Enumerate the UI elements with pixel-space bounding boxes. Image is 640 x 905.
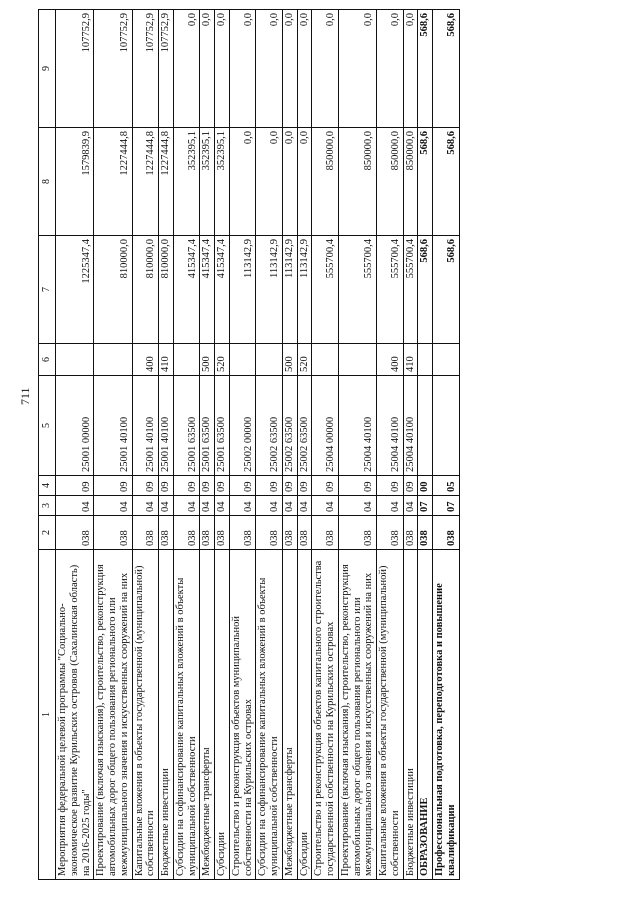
row-name-cell: Строительство и реконструкция объектов муниципальной собственности на Курильских островах [229,550,256,880]
table-row [433,10,460,880]
cell-c3: 04 [403,496,418,516]
cell-c4: 09 [338,476,376,496]
cell-c9: 107752,9 [56,10,94,128]
cell-c5: 25001 40100 [94,376,132,476]
cell-c8: 568,6 [418,128,433,236]
cell-c9: 0,0 [338,10,376,128]
table-row [94,10,132,880]
cell-c3: 04 [56,496,94,516]
cell-c5: 25001 63500 [173,376,200,476]
row-name-cell: Субсидии на софинансирование капитальных вложений в объекты муниципальной собственности [256,550,283,880]
cell-c3: 04 [173,496,200,516]
table-row [338,10,376,880]
cell-c4: 09 [297,476,312,496]
cell-c6: 520 [215,344,230,376]
cell-c9: 0,0 [229,10,256,128]
cell-c8: 1579839,9 [56,128,94,236]
table-header-row [39,10,56,880]
row-name-cell: ОБРАЗОВАНИЕ [418,550,433,880]
cell-c4: 00 [418,476,433,496]
cell-c6 [433,344,460,376]
table-row [256,10,283,880]
cell-c8: 0,0 [256,128,283,236]
cell-c2: 038 [297,516,312,550]
cell-c3: 04 [159,496,174,516]
row-name-cell: Субсидии на софинансирование капитальных вложений в объекты муниципальной собственности [173,550,200,880]
cell-c5 [418,376,433,476]
cell-c7: 113142,9 [229,236,256,344]
cell-c9: 568,6 [418,10,433,128]
cell-c7: 810000,0 [94,236,132,344]
cell-c5: 25004 40100 [338,376,376,476]
cell-c2: 038 [229,516,256,550]
cell-c9: 0,0 [215,10,230,128]
cell-c7: 555700,4 [312,236,339,344]
table-row [297,10,312,880]
table-row [56,10,94,880]
cell-c3: 04 [377,496,404,516]
row-name-cell: Строительство и реконструкция объектов капитального строительства государственной собственности на Курильских островах [312,550,339,880]
cell-c5: 25002 63500 [256,376,283,476]
table-row [377,10,404,880]
column-header: 3 [39,496,56,516]
cell-c8: 850000,0 [403,128,418,236]
column-header: 6 [39,344,56,376]
cell-c2: 038 [433,516,460,550]
cell-c5: 25004 40100 [403,376,418,476]
page-number: 711 [18,387,32,405]
cell-c9: 107752,9 [132,10,159,128]
cell-c7: 415347,4 [200,236,215,344]
table-row [403,10,418,880]
cell-c2: 038 [418,516,433,550]
cell-c6: 400 [132,344,159,376]
cell-c2: 038 [282,516,297,550]
cell-c9: 0,0 [377,10,404,128]
cell-c8: 850000,0 [338,128,376,236]
cell-c6 [94,344,132,376]
column-header: 8 [39,128,56,236]
cell-c9: 0,0 [282,10,297,128]
cell-c4: 09 [256,476,283,496]
column-header: 2 [39,516,56,550]
cell-c2: 038 [200,516,215,550]
cell-c7: 555700,4 [377,236,404,344]
cell-c3: 04 [338,496,376,516]
cell-c2: 038 [159,516,174,550]
cell-c8: 352395,1 [173,128,200,236]
row-name-cell: Проектирование (включая изыскания), строительство, реконструкция автомобильных дорог общего пользования регионального или межмуниципального значения и искусственных сооружений на них [338,550,376,880]
cell-c7: 113142,9 [256,236,283,344]
cell-c4: 09 [403,476,418,496]
row-name-cell: Капитальные вложения в объекты государственной (муниципальной) собственности [132,550,159,880]
cell-c7: 113142,9 [297,236,312,344]
cell-c4: 09 [200,476,215,496]
cell-c6 [312,344,339,376]
cell-c9: 0,0 [173,10,200,128]
cell-c7: 415347,4 [215,236,230,344]
table-row [312,10,339,880]
row-name-cell: Профессиональная подготовка, переподготовка и повышение квалификации [433,550,460,880]
cell-c4: 09 [377,476,404,496]
cell-c5: 25001 40100 [132,376,159,476]
cell-c4: 09 [94,476,132,496]
cell-c8: 850000,0 [312,128,339,236]
row-name-cell: Капитальные вложения в объекты государственной (муниципальной) собственности [377,550,404,880]
cell-c9: 0,0 [256,10,283,128]
cell-c8: 568,6 [433,128,460,236]
row-name-cell: Проектирование (включая изыскания), строительство, реконструкция автомобильных дорог общего пользования регионального или межмуниципального значения и искусственных сооружений на них [94,550,132,880]
row-name-cell: Бюджетные инвестиции [403,550,418,880]
cell-c9: 0,0 [297,10,312,128]
cell-c4: 09 [229,476,256,496]
cell-c4: 09 [215,476,230,496]
cell-c6: 500 [282,344,297,376]
cell-c2: 038 [56,516,94,550]
cell-c2: 038 [338,516,376,550]
cell-c6 [56,344,94,376]
cell-c5: 25001 63500 [215,376,230,476]
row-name-cell: Мероприятия федеральной целевой программы "Социально-экономическое развитие Курильских островов (Сахалинская область) на 2016-2025 годы" [56,550,94,880]
cell-c3: 07 [418,496,433,516]
cell-c3: 04 [200,496,215,516]
cell-c7: 810000,0 [159,236,174,344]
column-header: 4 [39,476,56,496]
cell-c2: 038 [132,516,159,550]
cell-c6: 500 [200,344,215,376]
row-name-cell: Субсидии [297,550,312,880]
cell-c9: 107752,9 [159,10,174,128]
cell-c9: 0,0 [200,10,215,128]
cell-c2: 038 [312,516,339,550]
row-name-cell: Межбюджетные трансферты [200,550,215,880]
cell-c6: 410 [403,344,418,376]
cell-c7: 568,6 [418,236,433,344]
cell-c2: 038 [173,516,200,550]
cell-c6: 410 [159,344,174,376]
cell-c6 [229,344,256,376]
row-name-cell: Межбюджетные трансферты [282,550,297,880]
column-header: 9 [39,10,56,128]
cell-c2: 038 [256,516,283,550]
cell-c8: 352395,1 [200,128,215,236]
cell-c2: 038 [215,516,230,550]
cell-c3: 07 [433,496,460,516]
cell-c9: 568,6 [433,10,460,128]
cell-c9: 0,0 [403,10,418,128]
table-row [229,10,256,880]
cell-c3: 04 [132,496,159,516]
cell-c8: 850000,0 [377,128,404,236]
cell-c3: 04 [312,496,339,516]
cell-c2: 038 [403,516,418,550]
cell-c5: 25004 00000 [312,376,339,476]
table-row [132,10,159,880]
cell-c8: 0,0 [297,128,312,236]
cell-c2: 038 [377,516,404,550]
rotated-page [38,10,598,880]
cell-c3: 04 [297,496,312,516]
cell-c9: 107752,9 [94,10,132,128]
cell-c7: 810000,0 [132,236,159,344]
cell-c4: 09 [56,476,94,496]
cell-c6 [418,344,433,376]
cell-c5 [433,376,460,476]
cell-c4: 09 [159,476,174,496]
cell-c3: 04 [94,496,132,516]
cell-c3: 04 [282,496,297,516]
cell-c4: 05 [433,476,460,496]
cell-c8: 1227444,8 [159,128,174,236]
cell-c6: 400 [377,344,404,376]
cell-c7: 568,6 [433,236,460,344]
cell-c9: 0,0 [312,10,339,128]
row-name-cell: Бюджетные инвестиции [159,550,174,880]
table-row [215,10,230,880]
cell-c4: 09 [312,476,339,496]
cell-c3: 04 [229,496,256,516]
cell-c6 [256,344,283,376]
cell-c4: 09 [282,476,297,496]
cell-c7: 555700,4 [403,236,418,344]
row-name-cell: Субсидии [215,550,230,880]
cell-c3: 04 [256,496,283,516]
cell-c5: 25002 63500 [282,376,297,476]
cell-c8: 352395,1 [215,128,230,236]
cell-c6: 520 [297,344,312,376]
cell-c6 [173,344,200,376]
table-row [282,10,297,880]
column-header: 1 [39,550,56,880]
column-header: 7 [39,236,56,344]
table-row [173,10,200,880]
cell-c7: 415347,4 [173,236,200,344]
cell-c8: 1227444,8 [94,128,132,236]
cell-c4: 09 [173,476,200,496]
cell-c7: 1225347,4 [56,236,94,344]
cell-c5: 25001 00000 [56,376,94,476]
cell-c8: 1227444,8 [132,128,159,236]
table-body [56,10,460,880]
cell-c8: 0,0 [229,128,256,236]
cell-c5: 25002 63500 [297,376,312,476]
cell-c7: 555700,4 [338,236,376,344]
cell-c3: 04 [215,496,230,516]
budget-table [38,9,460,880]
table-row [159,10,174,880]
cell-c5: 25004 40100 [377,376,404,476]
table-row [418,10,433,880]
cell-c4: 09 [132,476,159,496]
cell-c5: 25001 63500 [200,376,215,476]
table-row [200,10,215,880]
cell-c5: 25001 40100 [159,376,174,476]
cell-c2: 038 [94,516,132,550]
cell-c7: 113142,9 [282,236,297,344]
cell-c5: 25002 00000 [229,376,256,476]
column-header: 5 [39,376,56,476]
cell-c8: 0,0 [282,128,297,236]
cell-c6 [338,344,376,376]
